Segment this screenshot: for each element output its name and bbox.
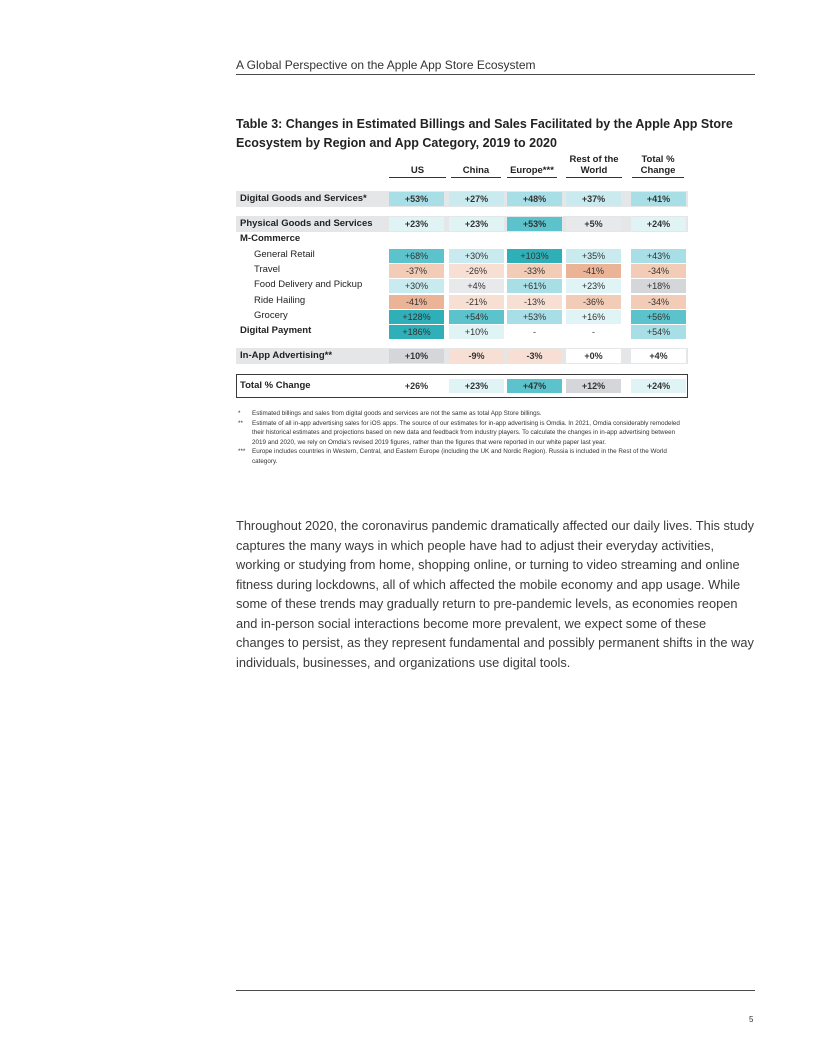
col-head-china: China [451,154,501,178]
table-footnotes [238,409,688,466]
cell-general-retail-europe: +103% [507,249,562,263]
cell-total-us: +26% [389,379,444,393]
cell-physical-goods-europe: +53% [507,217,562,231]
row-label-food-delivery: Food Delivery and Pickup [254,279,363,290]
cell-in-app-ads-row: +0% [566,349,621,363]
cell-in-app-ads-china: -9% [449,349,504,363]
cell-digital-payment-europe: - [507,325,562,339]
row-label-digital-goods: Digital Goods and Services* [240,193,367,204]
footnote-text: Estimate of all in-app advertising sales for iOS apps. The source of our estimates for in-app advertising is Omdia. In 2021, Omdia considerably remodeled their historical estimates and projections based on new data and feedback from industry players. To calculate the changes in in-app advertising between 2019 and 2020, we rely on Omdia's revised 2019 figures, rather than the figures that were reported in our white paper last year. [252,419,680,446]
col-head-europe: Europe*** [507,154,557,178]
cell-ride-hailing-row: -36% [566,295,621,309]
cell-digital-goods-china: +27% [449,192,504,206]
cell-digital-payment-us: +186% [389,325,444,339]
cell-digital-goods-total: +41% [631,192,686,206]
page-number: 5 [749,1015,754,1024]
cell-physical-goods-row: +5% [566,217,621,231]
footnote [238,447,688,466]
cell-total-total: +24% [631,379,686,393]
cell-ride-hailing-china: -21% [449,295,504,309]
cell-total-europe: +47% [507,379,562,393]
page-header-title: A Global Perspective on the Apple App Store Ecosystem [236,58,536,72]
cell-food-delivery-china: +4% [449,279,504,293]
cell-grocery-china: +54% [449,310,504,324]
cell-travel-total: -34% [631,264,686,278]
row-label-general-retail: General Retail [254,249,315,260]
cell-physical-goods-us: +23% [389,217,444,231]
cell-grocery-total: +56% [631,310,686,324]
footer-rule [236,990,755,991]
footnote-text: Estimated billings and sales from digital goods and services are not the same as total App Store billings. [252,410,542,417]
cell-food-delivery-us: +30% [389,279,444,293]
cell-digital-goods-europe: +48% [507,192,562,206]
cell-travel-china: -26% [449,264,504,278]
col-head-us: US [389,154,446,178]
cell-total-row: +12% [566,379,621,393]
footnote-text: Europe includes countries in Western, Central, and Eastern Europe (including the UK and Nordic Region). Russia is included in the Rest of the World category. [252,448,667,465]
cell-in-app-ads-europe: -3% [507,349,562,363]
row-label-m-commerce: M-Commerce [240,233,301,244]
cell-food-delivery-europe: +61% [507,279,562,293]
cell-general-retail-china: +30% [449,249,504,263]
row-label-digital-payment: Digital Payment [240,325,312,336]
cell-digital-payment-row: - [566,325,621,339]
cell-general-retail-row: +35% [566,249,621,263]
cell-grocery-us: +128% [389,310,444,324]
cell-total-china: +23% [449,379,504,393]
row-label-total-change: Total % Change [240,380,311,391]
cell-ride-hailing-us: -41% [389,295,444,309]
col-head-total-change: Total % Change [632,154,684,178]
cell-ride-hailing-europe: -13% [507,295,562,309]
row-label-in-app-advertising: In-App Advertising** [240,350,333,361]
cell-digital-goods-us: +53% [389,192,444,206]
cell-travel-europe: -33% [507,264,562,278]
footnote-mark: ** [238,419,243,427]
row-label-physical-goods: Physical Goods and Services [240,218,373,229]
body-paragraph: Throughout 2020, the coronavirus pandemic dramatically affected our daily lives. This study captures the many ways in which people have had to adjust their everyday activities, working or studying from home, shopping online, or turning to video streaming and online fitness during lockdowns, all of which affected the mobile economy and app usage. While some of these trends may gradually return to pre-pandemic levels, as economies reopen and in-person social interactions become more prevalent, we expect some of these changes to persist, as they represent fundamental and possibly permanent shifts in the way individuals, businesses, and organizations use digital tools. [236,518,755,670]
cell-in-app-ads-total: +4% [631,349,686,363]
cell-general-retail-total: +43% [631,249,686,263]
cell-physical-goods-china: +23% [449,217,504,231]
header-rule [236,74,755,75]
cell-general-retail-us: +68% [389,249,444,263]
cell-digital-goods-row: +37% [566,192,621,206]
cell-physical-goods-total: +24% [631,217,686,231]
cell-digital-payment-total: +54% [631,325,686,339]
cell-in-app-ads-us: +10% [389,349,444,363]
footnote [238,419,688,448]
row-label-travel: Travel [254,264,281,275]
footnote [238,409,688,419]
cell-grocery-row: +16% [566,310,621,324]
table-title: Table 3: Changes in Estimated Billings and Sales Facilitated by the Apple App Store Ecosystem by Region and App Category, 2019 to 2020 [236,117,733,150]
cell-ride-hailing-total: -34% [631,295,686,309]
footnote-mark: * [238,410,241,417]
footnote-mark: *** [238,448,246,455]
col-head-rest-of-world: Rest of the World [566,154,622,178]
cell-digital-payment-china: +10% [449,325,504,339]
cell-grocery-europe: +53% [507,310,562,324]
row-label-grocery: Grocery [254,310,288,321]
cell-travel-row: -41% [566,264,621,278]
cell-food-delivery-total: +18% [631,279,686,293]
row-label-ride-hailing: Ride Hailing [254,295,306,306]
cell-travel-us: -37% [389,264,444,278]
cell-food-delivery-row: +23% [566,279,621,293]
